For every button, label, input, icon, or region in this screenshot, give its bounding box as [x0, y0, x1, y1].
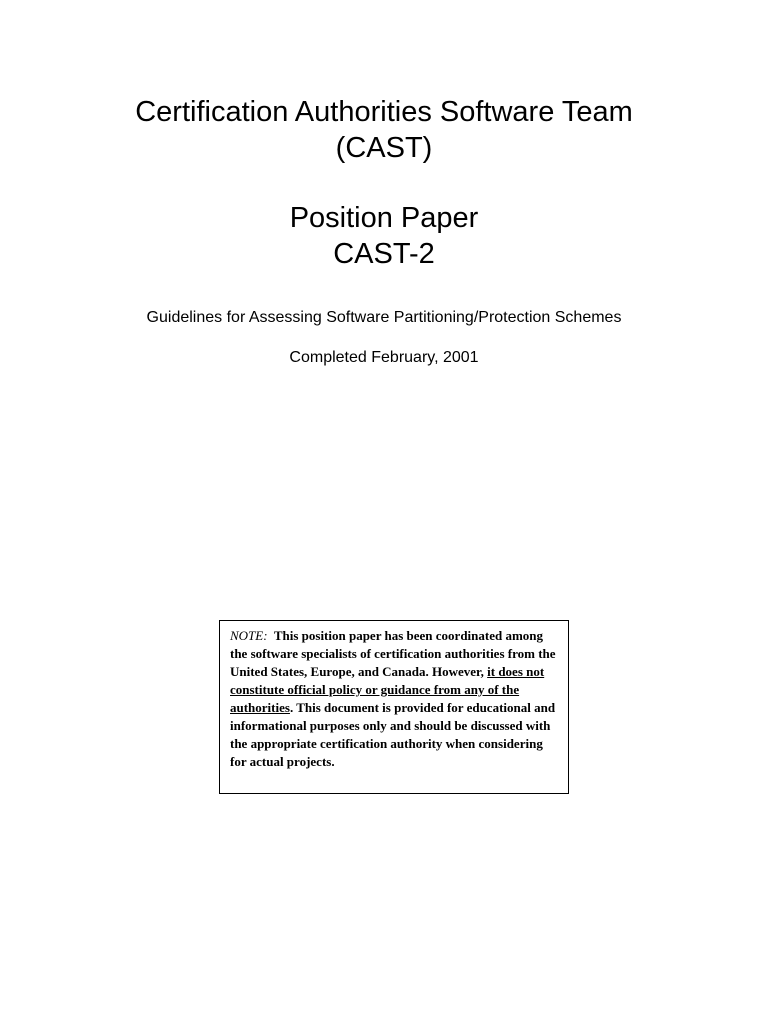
paper-type: Position Paper: [289, 202, 479, 234]
note-text-intro: This position paper has been coordinated among the software specialists of certification authorities from the United States, Europe, and Canada. However,: [230, 628, 556, 679]
note-text-emphasis: it does not constitute official policy or guidance from any of the authorities: [230, 664, 545, 715]
disclaimer-note-box: [219, 620, 569, 794]
completion-date: Completed February, 2001: [289, 349, 479, 366]
paper-subtitle: Guidelines for Assessing Software Partitioning/Protection Schemes: [146, 309, 622, 326]
document-title: Certification Authorities Software Team: [135, 96, 633, 128]
document-title-acronym: (CAST): [335, 132, 433, 164]
note-label: NOTE:: [230, 628, 268, 643]
note-text-closing: . This document is provided for educational and informational purposes only and should be discussed with the appropriate certification authority when considering for actual projects.: [230, 700, 556, 769]
paper-id: CAST-2: [333, 238, 435, 270]
